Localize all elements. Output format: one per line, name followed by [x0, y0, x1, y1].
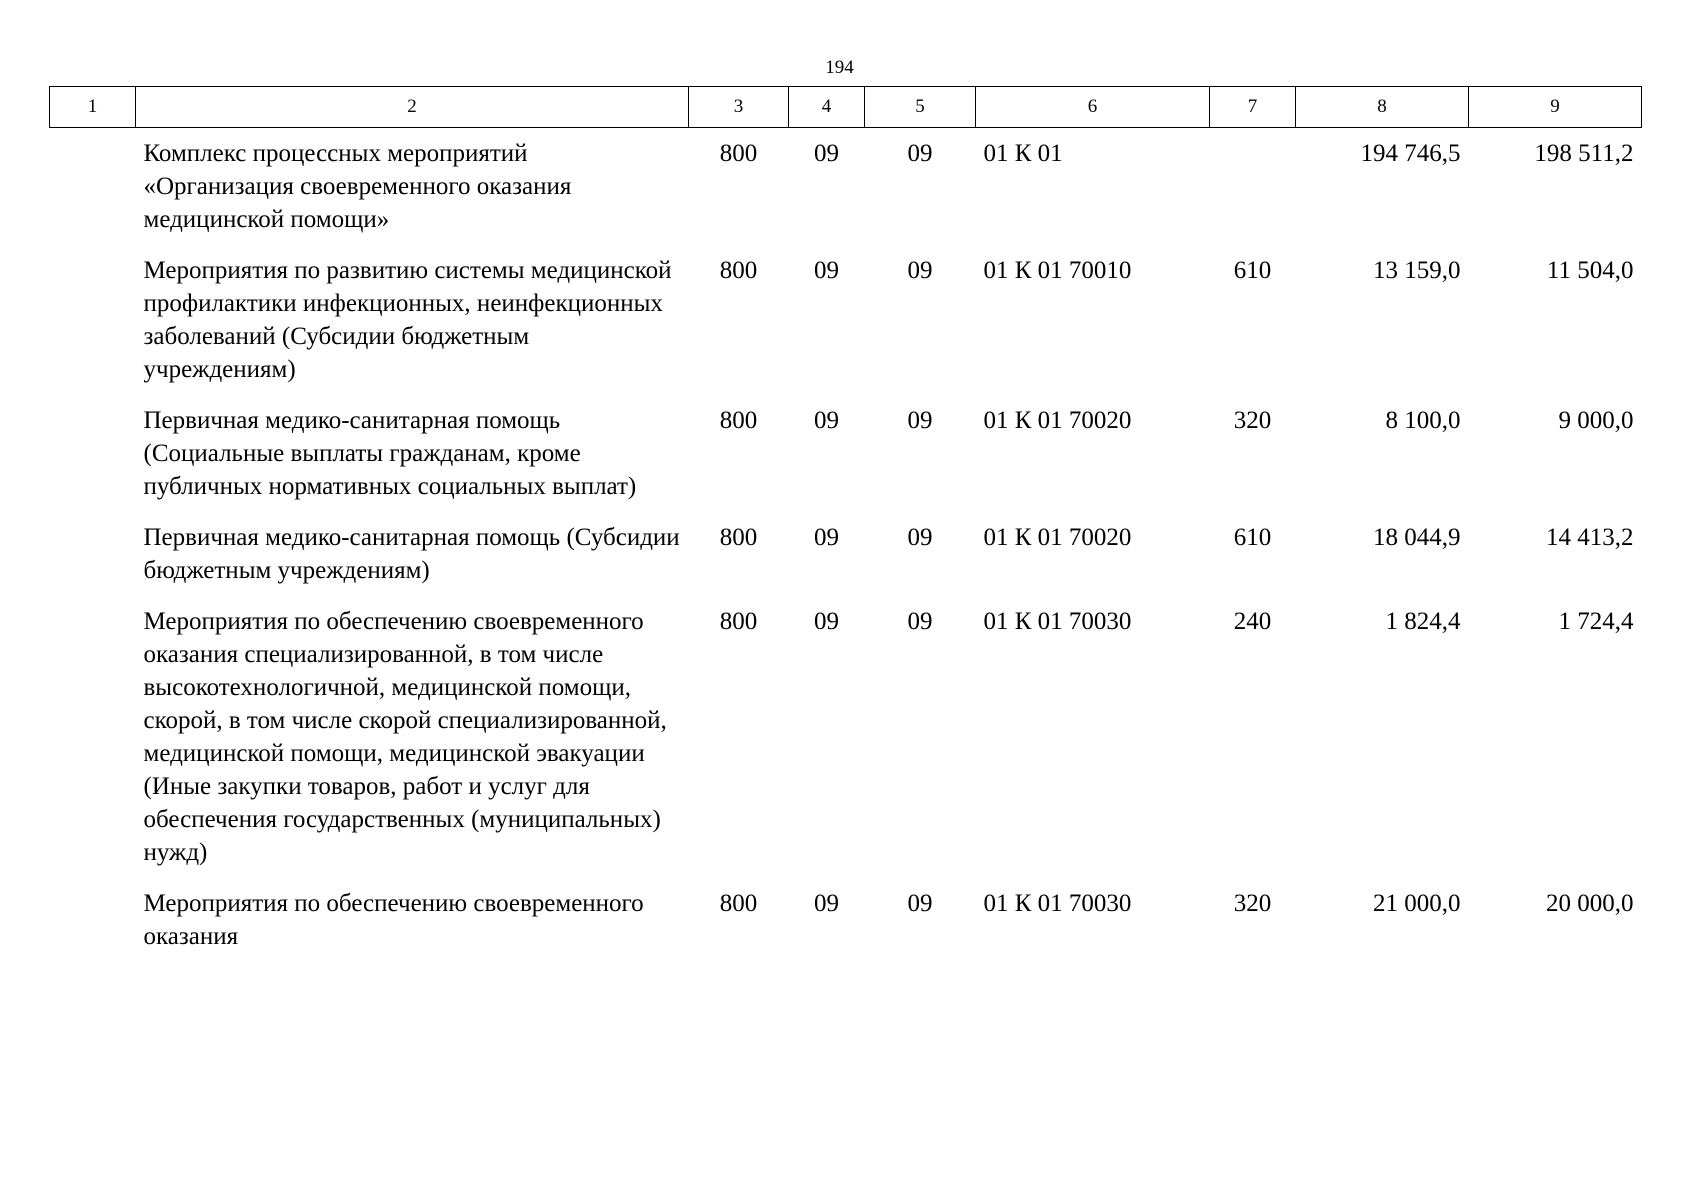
- amount-col9: 1 724,4: [1558, 608, 1634, 635]
- table-row: [50, 395, 1642, 512]
- item-name: Мероприятия по обеспечению своевременного оказания специализированной, в том числе высокотехнологичной, медицинской помощи, скорой, в том числе скорой специализированной, медицинской помощи, медицинской эвакуации (Иные закупки товаров, работ и услуг для обеспечения государственных (муниципальных) нужд): [143, 608, 667, 866]
- ministry-code: 800: [719, 608, 758, 635]
- target-article-code: 01 К 01 70020: [983, 407, 1132, 434]
- column-header: 7: [1210, 87, 1296, 128]
- column-header: 6: [976, 87, 1210, 128]
- expense-type-code: 240: [1233, 608, 1272, 635]
- amount-col9: 20 000,0: [1546, 890, 1634, 917]
- target-article-code: 01 К 01 70020: [983, 524, 1132, 551]
- subsection-code: 09: [907, 608, 933, 635]
- subsection-code: 09: [907, 140, 933, 167]
- table-row: [50, 596, 1642, 878]
- target-article-code: 01 К 01 70010: [983, 257, 1132, 284]
- row-number-cell: [50, 245, 136, 395]
- table-row: [50, 878, 1642, 962]
- subsection-code: 09: [907, 524, 933, 551]
- section-code: 09: [814, 407, 839, 434]
- column-header: 1: [50, 87, 136, 128]
- amount-col9: 11 504,0: [1546, 257, 1634, 284]
- item-name: Мероприятия по обеспечению своевременного оказания: [143, 890, 644, 950]
- table-row: [50, 245, 1642, 395]
- row-number-cell: [50, 512, 136, 596]
- item-name: Мероприятия по развитию системы медицинской профилактики инфекционных, неинфекционных заболеваний (Субсидии бюджетным учреждениям): [143, 257, 672, 383]
- page-number: 194: [825, 57, 854, 78]
- expense-type-code: [1210, 128, 1296, 246]
- item-name: Первичная медико-санитарная помощь (Социальные выплаты гражданам, кроме публичных нормативных социальных выплат): [143, 407, 637, 500]
- subsection-code: 09: [907, 407, 933, 434]
- item-name: Комплекс процессных мероприятий «Организация своевременного оказания медицинской помощи»: [143, 140, 572, 233]
- row-number-cell: [50, 128, 136, 246]
- row-number-cell: [50, 878, 136, 962]
- budget-table: [49, 86, 1642, 962]
- ministry-code: 800: [719, 257, 758, 284]
- expense-type-code: 320: [1233, 407, 1272, 434]
- item-name: Первичная медико-санитарная помощь (Субсидии бюджетным учреждениям): [143, 524, 680, 584]
- amount-col8: 1 824,4: [1385, 608, 1461, 635]
- expense-type-code: 320: [1233, 890, 1272, 917]
- amount-col8: 13 159,0: [1373, 257, 1461, 284]
- subsection-code: 09: [907, 257, 933, 284]
- amount-col9: 198 511,2: [1534, 140, 1634, 167]
- amount-col8: 194 746,5: [1360, 140, 1461, 167]
- column-header: 2: [136, 87, 689, 128]
- column-header: 8: [1296, 87, 1469, 128]
- row-number-cell: [50, 395, 136, 512]
- table-row: [50, 512, 1642, 596]
- column-header: 3: [689, 87, 789, 128]
- section-code: 09: [814, 140, 839, 167]
- header-row: [50, 87, 1642, 128]
- expense-type-code: 610: [1233, 524, 1272, 551]
- amount-col9: 14 413,2: [1546, 524, 1634, 551]
- section-code: 09: [814, 524, 839, 551]
- target-article-code: 01 К 01 70030: [983, 890, 1132, 917]
- row-number-cell: [50, 596, 136, 878]
- expense-type-code: 610: [1233, 257, 1272, 284]
- target-article-code: 01 К 01: [983, 140, 1063, 167]
- column-header: 5: [865, 87, 976, 128]
- target-article-code: 01 К 01 70030: [983, 608, 1132, 635]
- ministry-code: 800: [719, 524, 758, 551]
- section-code: 09: [814, 257, 839, 284]
- amount-col9: 9 000,0: [1558, 407, 1634, 434]
- amount-col8: 18 044,9: [1373, 524, 1461, 551]
- table-row: [50, 128, 1642, 246]
- section-code: 09: [814, 608, 839, 635]
- column-header: 4: [789, 87, 865, 128]
- ministry-code: 800: [719, 407, 758, 434]
- column-header: 9: [1469, 87, 1642, 128]
- amount-col8: 8 100,0: [1385, 407, 1461, 434]
- ministry-code: 800: [719, 140, 758, 167]
- ministry-code: 800: [719, 890, 758, 917]
- section-code: 09: [814, 890, 839, 917]
- subsection-code: 09: [907, 890, 933, 917]
- amount-col8: 21 000,0: [1373, 890, 1461, 917]
